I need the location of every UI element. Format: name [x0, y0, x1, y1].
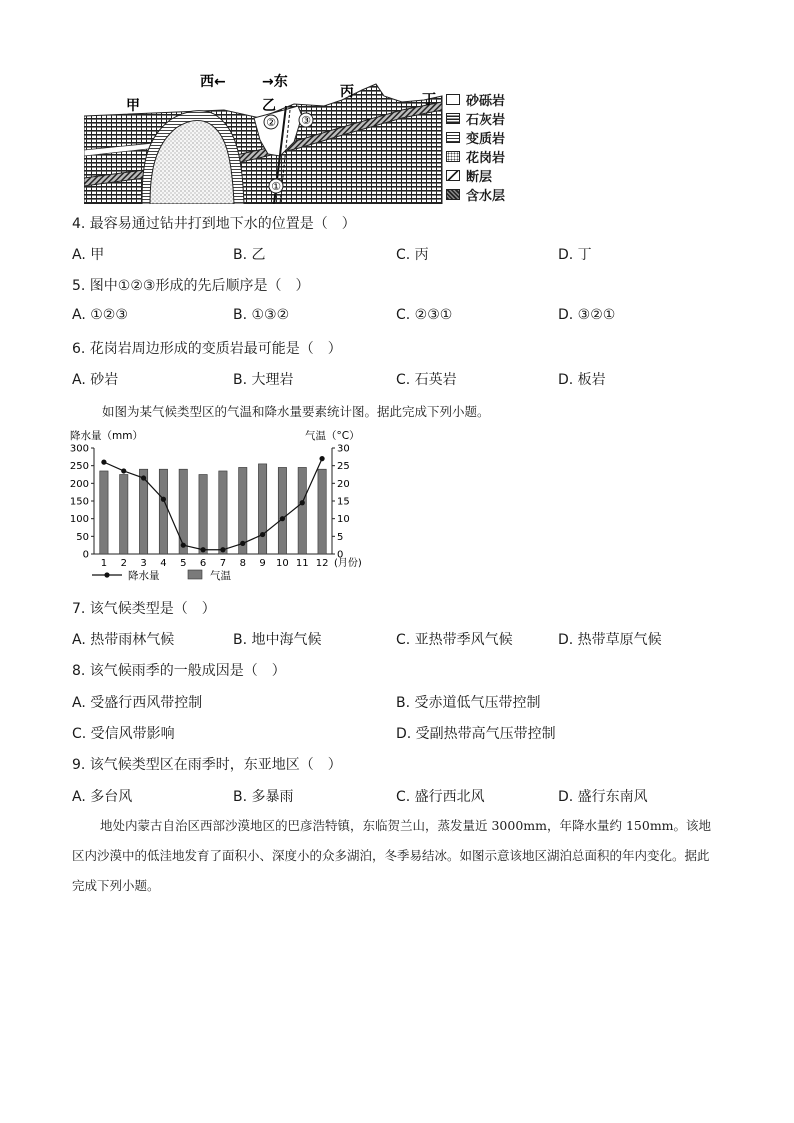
right-tick-label: 15 [337, 496, 350, 508]
question-9-stem: 9. 该气候类型区在雨季时，东亚地区（ ） [72, 757, 342, 773]
precipitation-point [260, 532, 265, 537]
month-tick-label: 1 [100, 558, 108, 569]
legend-item-limestone: 石灰岩 [446, 109, 505, 128]
month-tick-label: 9 [259, 558, 266, 569]
precipitation-point [161, 497, 166, 502]
month-tick-label: 11 [295, 558, 309, 569]
month-tick-label: 5 [180, 558, 187, 569]
left-tick-label: 300 [69, 443, 89, 455]
q7-option-c[interactable]: C. 亚热带季风气候 [396, 632, 513, 648]
q5-option-b[interactable]: B. ①③② [233, 307, 290, 323]
q6-option-b[interactable]: B. 大理岩 [233, 372, 294, 388]
temperature-bar [120, 475, 128, 555]
q5-option-c[interactable]: C. ②③① [396, 307, 453, 323]
precipitation-point [101, 460, 106, 465]
month-tick-label: 7 [219, 558, 227, 569]
precipitation-point [319, 456, 324, 461]
direction-east: →东 [262, 74, 288, 90]
temperature-bar [159, 469, 167, 554]
q4-option-d[interactable]: D. 丁 [558, 247, 592, 263]
q9-option-b[interactable]: B. 多暴雨 [233, 789, 294, 805]
temperature-bar [199, 475, 207, 555]
question-5-stem: 5. 图中①②③形成的先后顺序是（ ） [72, 278, 310, 294]
month-tick-label: 10 [276, 558, 289, 569]
left-tick-label: 50 [76, 531, 89, 543]
month-tick-label: 4 [160, 558, 167, 569]
precipitation-point [200, 547, 205, 552]
q5-option-a[interactable]: A. ①②③ [72, 307, 128, 323]
q9-option-c[interactable]: C. 盛行西北风 [396, 789, 485, 805]
month-tick-label: 6 [199, 558, 207, 569]
legend-bar-swatch [188, 570, 202, 579]
precipitation-point [240, 541, 245, 546]
lake-passage: 地处内蒙古自治区西部沙漠地区的巴彦浩特镇，东临贺兰山，蒸发量近 3000mm，年降水量约 150mm。该地区内沙漠中的低洼地发育了面积小、深度小的众多湖泊，冬季易结冰。如图示意该地区湖泊总面积的年内变化。据此完成下列小题。 [72, 818, 712, 893]
question-6-stem: 6. 花岗岩周边形成的变质岩最可能是（ ） [72, 341, 342, 357]
legend-item-aquifer: 含水层 [446, 185, 505, 204]
geologic-section-svg [84, 70, 444, 204]
temperature-bar [258, 464, 266, 554]
legend-item-sandstone: 砂砾岩 [446, 90, 505, 109]
q6-option-a[interactable]: A. 砂岩 [72, 372, 119, 388]
aquifer-swatch [446, 189, 460, 200]
x-axis-suffix: (月份) [334, 558, 362, 569]
precipitation-point [121, 468, 126, 473]
q4-option-b[interactable]: B. 乙 [233, 247, 266, 263]
q7-option-d[interactable]: D. 热带草原气候 [558, 632, 662, 648]
q8-option-d[interactable]: D. 受副热带高气压带控制 [396, 726, 556, 742]
geologic-section-figure [84, 70, 444, 204]
q5-option-d[interactable]: D. ③②① [558, 307, 616, 323]
q8-option-a[interactable]: A. 受盛行西风带控制 [72, 695, 203, 711]
legend-item-fault: 断层 [446, 166, 492, 185]
marker-3-label: ③ [301, 114, 311, 127]
legend-precipitation-label: 降水量 [128, 570, 160, 582]
left-tick-label: 250 [69, 461, 89, 473]
right-tick-label: 0 [337, 549, 344, 561]
month-tick-label: 12 [315, 558, 329, 569]
climate-intro: 如图为某气候类型区的气温和降水量要素统计图。据此完成下列小题。 [102, 404, 490, 419]
q6-option-d[interactable]: D. 板岩 [558, 372, 606, 388]
location-jia: 甲 [126, 98, 140, 114]
month-tick-label: 2 [120, 558, 127, 569]
sandstone-swatch [446, 94, 460, 105]
location-ding: 丁 [422, 92, 436, 108]
right-tick-label: 20 [337, 478, 350, 490]
limestone-swatch [446, 113, 460, 124]
granite-swatch [446, 151, 460, 162]
right-tick-label: 30 [337, 443, 350, 455]
temperature-bar [298, 467, 306, 554]
climate-chart-svg [64, 426, 364, 588]
precipitation-point [141, 475, 146, 480]
q8-option-c[interactable]: C. 受信风带影响 [72, 726, 175, 742]
legend-item-granite: 花岗岩 [446, 147, 505, 166]
marker-1-label: ① [271, 180, 281, 193]
precipitation-point [300, 500, 305, 505]
left-tick-label: 100 [69, 514, 89, 526]
temperature-bar [100, 471, 108, 554]
right-axis-label: 气温（°C） [305, 430, 360, 442]
location-bing: 丙 [340, 84, 354, 100]
q4-option-a[interactable]: A. 甲 [72, 247, 105, 263]
q8-option-b[interactable]: B. 受赤道低气压带控制 [396, 695, 541, 711]
temperature-bar [179, 469, 187, 554]
metamorphic-swatch [446, 132, 460, 143]
direction-west: 西← [200, 74, 226, 90]
left-tick-label: 0 [82, 549, 89, 561]
legend-item-metamorphic: 变质岩 [446, 128, 505, 147]
legend-line-marker [104, 572, 109, 577]
question-4-stem: 4. 最容易通过钻井打到地下水的位置是（ ） [72, 216, 356, 232]
precipitation-point [280, 516, 285, 521]
fault-swatch [446, 170, 460, 181]
temperature-bar [318, 469, 326, 554]
right-tick-label: 25 [337, 461, 350, 473]
precipitation-point [181, 543, 186, 548]
q7-option-a[interactable]: A. 热带雨林气候 [72, 632, 175, 648]
q4-option-c[interactable]: C. 丙 [396, 247, 429, 263]
marker-2-label: ② [266, 116, 276, 129]
q9-option-d[interactable]: D. 盛行东南风 [558, 789, 648, 805]
temperature-bar [278, 467, 286, 554]
right-tick-label: 5 [337, 531, 344, 543]
q7-option-b[interactable]: B. 地中海气候 [233, 632, 322, 648]
q9-option-a[interactable]: A. 多台风 [72, 789, 133, 805]
climate-chart [64, 426, 364, 588]
temperature-bar [219, 471, 227, 554]
month-tick-label: 3 [140, 558, 147, 569]
right-tick-label: 10 [337, 514, 350, 526]
location-yi: 乙 [262, 98, 276, 114]
question-7-stem: 7. 该气候类型是（ ） [72, 601, 216, 617]
left-axis-label: 降水量（mm） [70, 430, 143, 442]
q6-option-c[interactable]: C. 石英岩 [396, 372, 457, 388]
legend-temperature-label: 气温 [210, 570, 231, 582]
precipitation-point [220, 547, 225, 552]
question-8-stem: 8. 该气候雨季的一般成因是（ ） [72, 663, 286, 679]
month-tick-label: 8 [239, 558, 246, 569]
precipitation-line [104, 459, 322, 550]
left-tick-label: 200 [69, 478, 89, 490]
left-tick-label: 150 [69, 496, 89, 508]
